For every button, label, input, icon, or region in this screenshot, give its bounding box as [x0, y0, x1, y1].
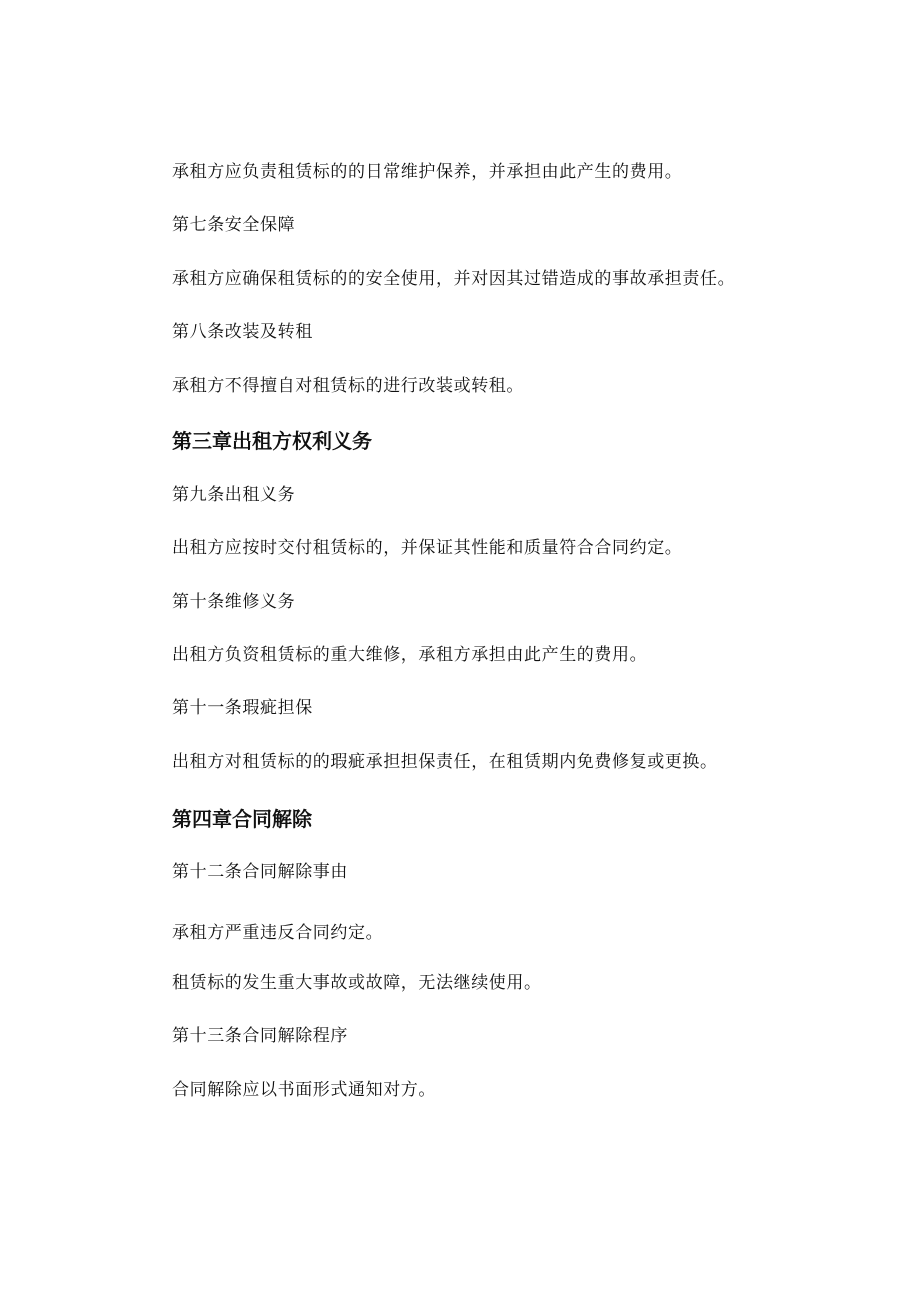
- paragraph-defect-warranty: 出租方对租赁标的的瑕疵承担担保责任，在租赁期内免费修复或更换。: [172, 752, 718, 772]
- article-8-title: 第八条改装及转租: [172, 322, 313, 342]
- paragraph-breach: 承租方严重违反合同约定。: [172, 923, 384, 943]
- paragraph-notice: 合同解除应以书面形式通知对方。: [172, 1080, 436, 1100]
- article-9-title: 第九条出租义务: [172, 485, 296, 505]
- paragraph-delivery: 出租方应按时交付租赁标的，并保证其性能和质量符合合同约定。: [172, 538, 683, 558]
- article-7-title: 第七条安全保障: [172, 215, 296, 235]
- chapter-3-heading: 第三章出租方权利义务: [172, 429, 372, 453]
- paragraph-repair: 出租方负资租赁标的重大维修，承租方承担由此产生的费用。: [172, 645, 648, 665]
- paragraph-modification: 承租方不得擅自对租赁标的进行改装或转租。: [172, 376, 524, 396]
- paragraph-maintenance: 承租方应负责租赁标的的日常维护保养，并承担由此产生的费用。: [172, 162, 683, 182]
- chapter-4-heading: 第四章合同解除: [172, 807, 312, 831]
- paragraph-safety: 承租方应确保租赁标的的安全使用，并对因其过错造成的事故承担责任。: [172, 269, 736, 289]
- article-13-title: 第十三条合同解除程序: [172, 1026, 348, 1046]
- article-12-title: 第十二条合同解除事由: [172, 862, 348, 882]
- article-10-title: 第十条维修义务: [172, 592, 296, 612]
- paragraph-accident: 租赁标的发生重大事故或故障，无法继续使用。: [172, 973, 542, 993]
- article-11-title: 第十一条瑕疵担保: [172, 698, 313, 718]
